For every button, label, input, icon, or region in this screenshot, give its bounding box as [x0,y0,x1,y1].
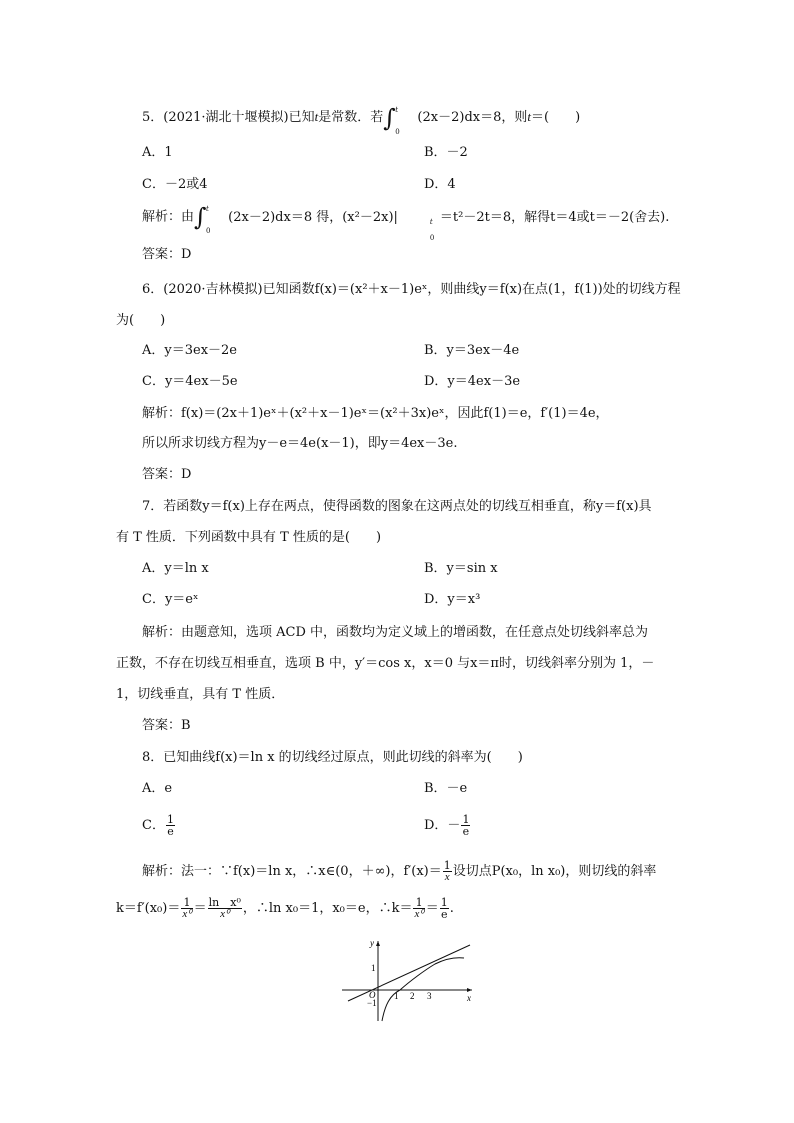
x-axis-arrow [467,988,472,992]
x-axis-label: x [467,993,471,1003]
q6-option-a: A．y＝3ex－2e [142,343,237,358]
q8-option-b: B．－e [424,781,468,796]
q8-stem: 8．已知曲线f(x)＝ln x 的切线经过原点，则此切线的斜率为( ) [142,750,523,765]
y-axis-arrow [376,941,380,946]
fraction-1-over-x0: $\frac{1}{\text{x⁰}}$ [182,896,192,920]
q7-option-d: D．y＝x³ [424,592,481,607]
fraction-lnx0-over-x0: $\frac{\text{ln x⁰}}{\text{x⁰}}$ [208,896,241,920]
tangent-line [348,945,470,1001]
origin-label: O [369,990,376,1000]
x-tick-3: 3 [427,991,432,1001]
q5-answer: 答案：D [142,247,192,262]
q6-answer: 答案：D [142,467,192,482]
q8-analysis-2: k＝f′(x₀)＝ $\frac{1}{\text{x⁰}}$ ＝ $\frac{\text{ln x⁰}}{\text{x⁰}}$ ，∴ln x₀＝1，x₀＝e，∴k＝ $\frac{1}{\text{x⁰}}$ ＝ $\frac{1}{e}$ . [116,896,454,921]
q5-option-a: A．1 [142,145,173,160]
q7-stem-2: 有 T 性质．下列函数中具有 T 性质的是( ) [116,530,382,545]
y-axis-label: y [370,938,374,948]
q5-stem: 5．(2021·湖北十堰模拟)已知t是常数．若∫ t 0 (2x－2)dx＝8，则t＝( ) [142,103,581,136]
q8-analysis-1: 解析：法一：∵f(x)＝ln x，∴x∈(0，＋∞)，f′(x)＝ $\frac{1}{x}$ 设切点P(x₀，ln x₀)，则切线的斜率 [142,859,657,883]
q7-analysis-3: 1，切线垂直，具有 T 性质． [116,687,285,702]
fraction-1-over-x: $\frac{1}{x}$ [443,859,451,883]
q5-option-c: C．－2或4 [142,177,208,192]
x-tick-1: 1 [394,991,399,1001]
q6-stem-1: 6．(2020·吉林模拟)已知函数f(x)＝(x²＋x－1)eˣ，则曲线y＝f(x)在点(1，f(1))处的切线方程 [142,282,681,297]
q8-option-a: A．e [142,781,173,796]
x-tick-2: 2 [410,991,415,1001]
q7-option-c: C．y＝eˣ [142,592,199,607]
integral-sign: ∫ t 0 [383,103,400,136]
q7-analysis-2: 正数，不存在切线互相垂直，选项 B 中，y′＝cos x，x＝0 与x＝π时，切线斜率分别为 1，－ [116,656,655,671]
q7-option-b: B．y＝sin x [424,561,498,576]
fraction-1-over-e: $\frac{1}{e}$ [166,813,174,838]
q7-option-a: A．y＝ln x [142,561,209,576]
tangent-line-graph [330,935,480,1025]
q5-option-d: D．4 [424,177,456,192]
q7-analysis-1: 解析：由题意知，选项 ACD 中，函数均为定义域上的增函数，在任意点处切线斜率总为 [142,625,649,640]
fraction-1-over-x0: $\frac{1}{\text{x⁰}}$ [414,896,424,920]
q5-option-b: B．－2 [424,145,468,160]
q5-analysis: 解析：由∫ t 0 (2x－2)dx＝8 得，(x²－2x)| t 0 ＝t²－2t＝8，解得t＝4或t＝－2(舍去). [142,203,670,242]
q6-stem-2: 为( ) [116,313,166,328]
q7-stem-1: 7．若函数y＝f(x)上存在两点，使得函数的图象在这两点处的切线互相垂直，称y＝f(x)具 [142,499,652,514]
integral-sign: ∫ t 0 [194,203,211,235]
q6-analysis-1: 解析：f(x)＝(2x＋1)eˣ＋(x²＋x－1)eˣ＝(x²＋3x)eˣ，因此f(1)＝e，f′(1)＝4e， [142,406,609,421]
y-tick-minus-1: −1 [367,998,377,1008]
ln-curve [382,958,464,1021]
q7-answer: 答案：B [142,718,191,733]
q8-option-c: C． $\frac{1}{e}$ [142,813,174,838]
q8-option-d: D．－ $\frac{1}{e}$ [424,813,470,838]
fraction-1-over-e: $\frac{1}{e}$ [440,896,448,921]
q6-analysis-2: 所以所求切线方程为y－e＝4e(x－1)，即y＝4ex－3e. [142,436,458,451]
q6-option-d: D．y＝4ex－3e [424,374,521,389]
q6-option-c: C．y＝4ex－5e [142,374,238,389]
y-tick-1: 1 [371,963,376,973]
fraction-1-over-e: $\frac{1}{e}$ [462,813,470,838]
q6-option-b: B．y＝3ex－4e [424,343,520,358]
